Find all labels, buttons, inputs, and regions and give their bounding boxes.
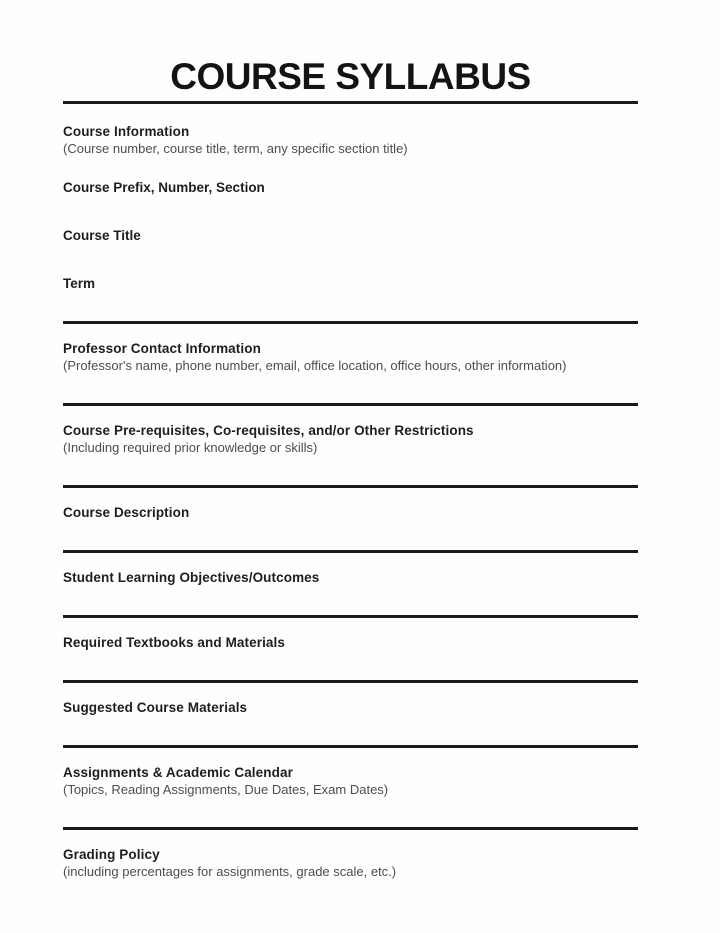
section-professor-contact xyxy=(63,321,638,403)
section-learning-objectives xyxy=(63,550,638,615)
section-heading: Assignments & Academic Calendar xyxy=(63,765,293,780)
section-course-information xyxy=(63,104,638,321)
section-suggested-materials xyxy=(63,680,638,745)
section-prerequisites xyxy=(63,403,638,485)
section-grading-policy xyxy=(63,827,638,909)
section-heading: Course Information xyxy=(63,124,190,139)
section-course-description xyxy=(63,485,638,550)
section-heading: Required Textbooks and Materials xyxy=(63,635,286,650)
section-heading: Suggested Course Materials xyxy=(63,700,248,715)
field-label: Course Prefix, Number, Section xyxy=(63,180,265,195)
section-subtext: (including percentages for assignments, grade scale, etc.) xyxy=(63,864,397,879)
field-label: Course Title xyxy=(63,228,141,243)
field-label: Term xyxy=(63,276,96,291)
section-assignments-calendar xyxy=(63,745,638,827)
section-heading: Grading Policy xyxy=(63,847,160,862)
page-title: COURSE SYLLABUS xyxy=(170,56,531,97)
section-subtext: (Course number, course title, term, any specific section title) xyxy=(63,141,408,156)
section-heading: Course Description xyxy=(63,505,190,520)
section-subtext: (Professor's name, phone number, email, office location, office hours, other information) xyxy=(63,358,567,373)
section-heading: Student Learning Objectives/Outcomes xyxy=(63,570,320,585)
section-heading: Course Pre-requisites, Co-requisites, and/or Other Restrictions xyxy=(63,423,474,438)
section-subtext: (Topics, Reading Assignments, Due Dates, Exam Dates) xyxy=(63,782,389,797)
page-content xyxy=(63,0,638,909)
section-required-textbooks xyxy=(63,615,638,680)
section-subtext: (Including required prior knowledge or skills) xyxy=(63,440,318,455)
section-heading: Professor Contact Information xyxy=(63,341,261,356)
